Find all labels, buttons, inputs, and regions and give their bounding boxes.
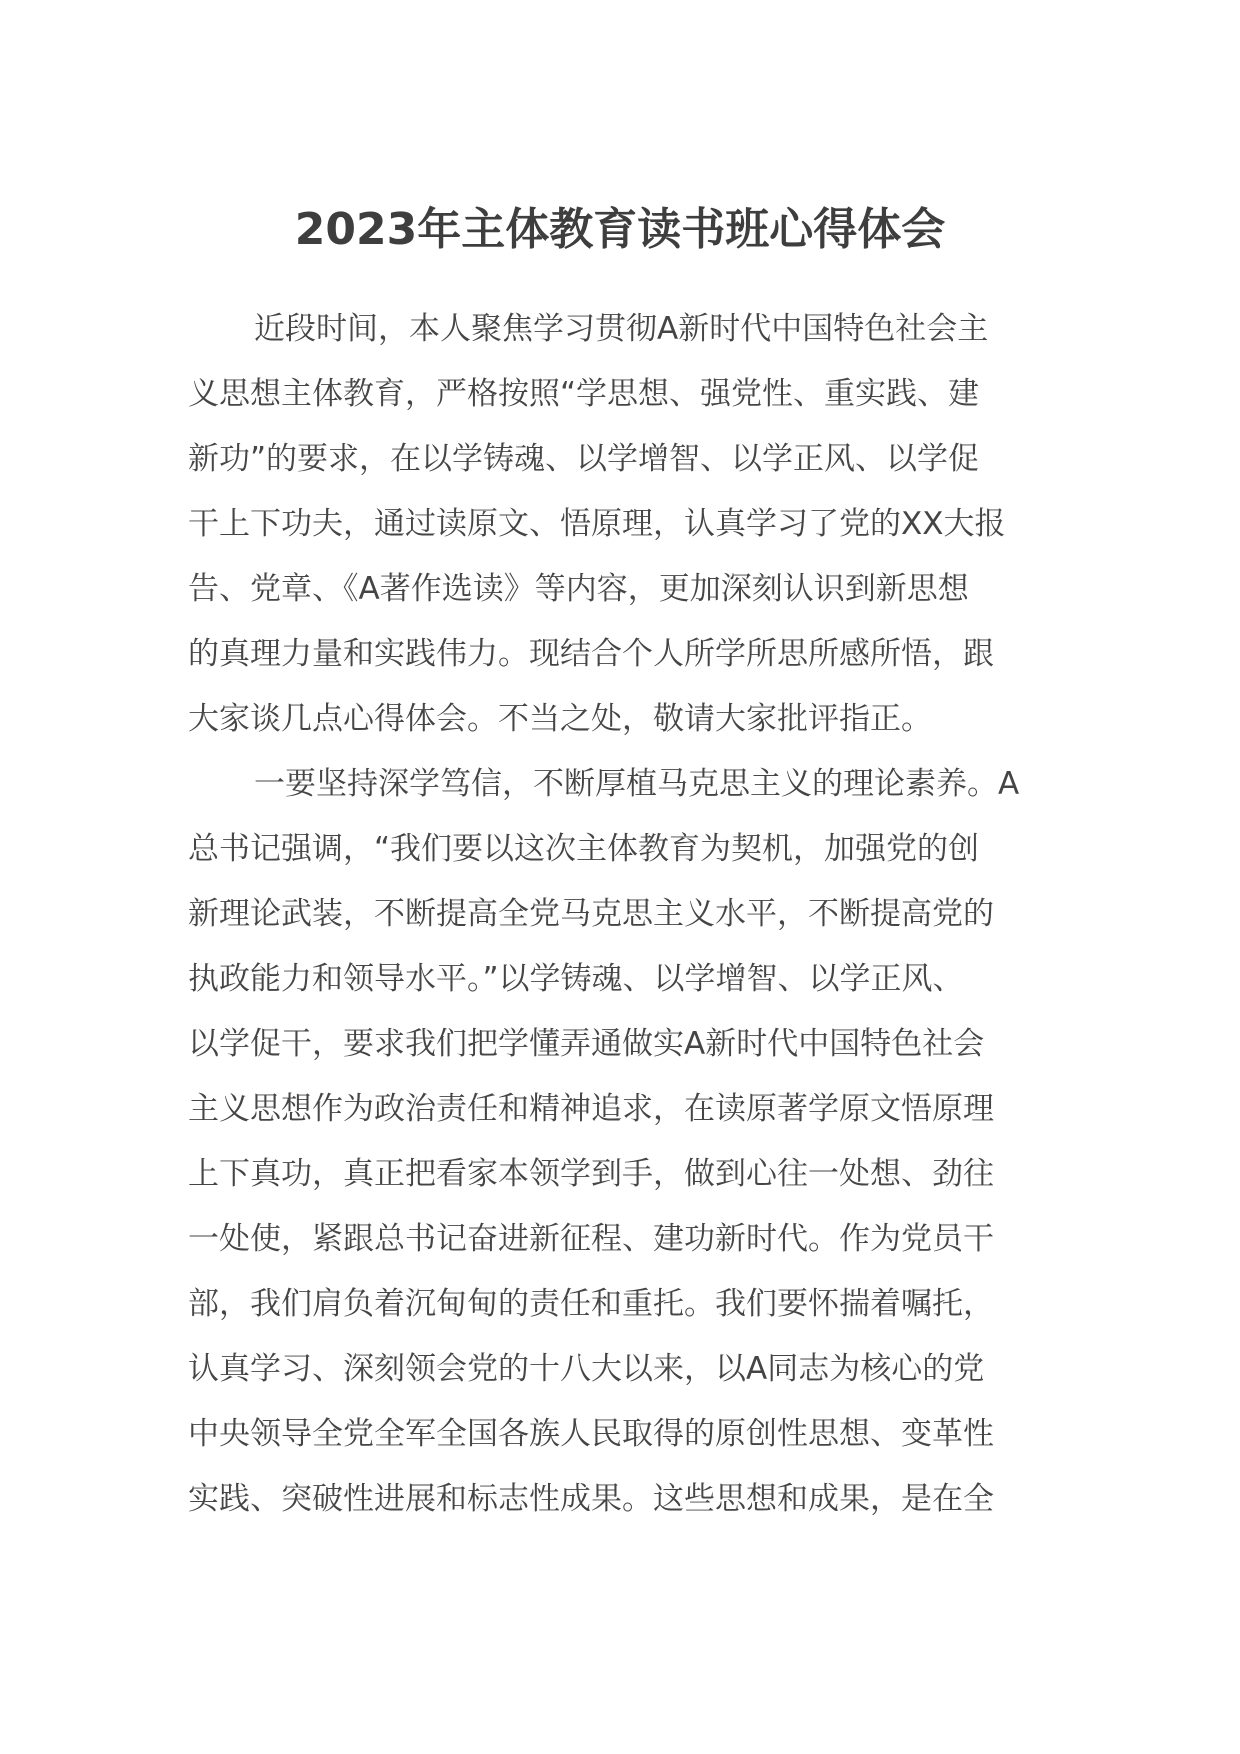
text-line: 大家谈几点心得体会。不当之处，敬请大家批评指正。 (188, 701, 932, 737)
text-line: 上下真功，真正把看家本领学到手，做到心往一处想、劲往 (188, 1156, 994, 1192)
paragraph-2 (188, 752, 1068, 1532)
text-line: 义思想主体教育，严格按照“学思想、强党性、重实践、建 (188, 376, 980, 412)
text-line: 告、党章、《A著作选读》等内容，更加深刻认识到新思想 (188, 571, 969, 607)
paragraph-1 (188, 297, 1068, 752)
text-line: 以学促干，要求我们把学懂弄通做实A新时代中国特色社会 (188, 1026, 985, 1062)
text-line: 新功”的要求，在以学铸魂、以学增智、以学正风、以学促 (188, 441, 980, 477)
text-line: 一处使，紧跟总书记奋进新征程、建功新时代。作为党员干 (188, 1221, 994, 1257)
text-line: 主义思想作为政治责任和精神追求，在读原著学原文悟原理 (188, 1091, 994, 1127)
text-line: 中央领导全党全军全国各族人民取得的原创性思想、变革性 (188, 1416, 994, 1452)
text-line: 实践、突破性进展和标志性成果。这些思想和成果，是在全 (188, 1481, 994, 1517)
text-line: 部，我们肩负着沉甸甸的责任和重托。我们要怀揣着嘱托， (188, 1286, 994, 1322)
document-body (188, 297, 1068, 1532)
text-line: 一要坚持深学笃信，不断厚植马克思主义的理论素养。A (254, 766, 1020, 802)
text-line: 认真学习、深刻领会党的十八大以来，以A同志为核心的党 (188, 1351, 985, 1387)
text-line: 近段时间，本人聚焦学习贯彻A新时代中国特色社会主 (254, 311, 989, 347)
text-line: 总书记强调，“我们要以这次主体教育为契机，加强党的创 (188, 831, 980, 867)
text-line: 新理论武装，不断提高全党马克思主义水平，不断提高党的 (188, 896, 994, 932)
text-line: 执政能力和领导水平。”以学铸魂、以学增智、以学正风、 (188, 961, 964, 997)
document-title: 2023年主体教育读书班心得体会 (294, 204, 946, 255)
text-line: 的真理力量和实践伟力。现结合个人所学所思所感所悟，跟 (188, 636, 994, 672)
text-line: 干上下功夫，通过读原文、悟原理，认真学习了党的XX大报 (188, 506, 1006, 542)
